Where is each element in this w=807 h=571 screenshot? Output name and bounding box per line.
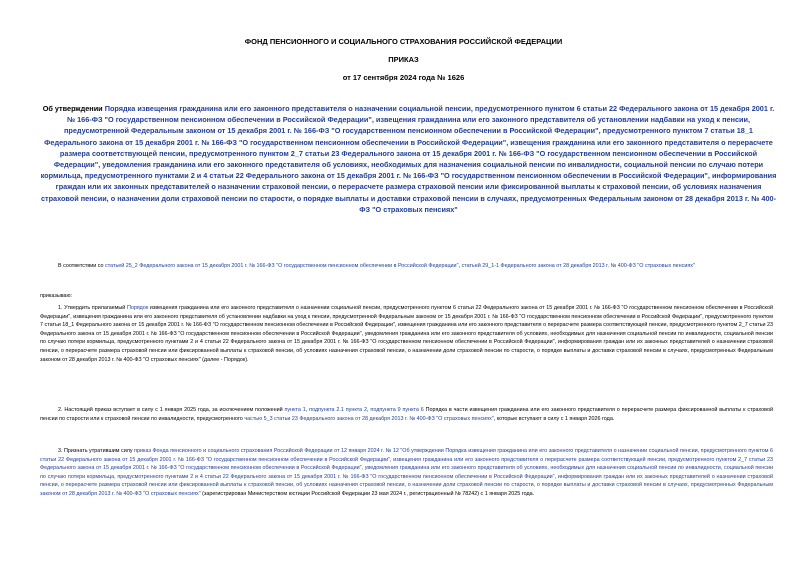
item1-link-order[interactable]: Порядок bbox=[126, 305, 149, 311]
preamble-text-2: , bbox=[458, 263, 462, 269]
preamble-link-article-29-1-1[interactable]: статьей 29_1-1 Федерального закона от 28 декабря 2013 г. № 400-ФЗ "О страховых пенсиях" bbox=[461, 263, 695, 269]
preamble-text-1: В соответствии со bbox=[58, 263, 106, 269]
item2-link-point-1[interactable]: пункта 1 bbox=[284, 407, 306, 413]
document-title bbox=[40, 103, 777, 215]
title-prefix: Об утверждении bbox=[42, 104, 105, 113]
item2-text-2: , bbox=[305, 407, 310, 413]
item2-text-3: , bbox=[367, 407, 371, 413]
document-date-number: от 17 сентября 2024 года № 1626 bbox=[342, 73, 465, 82]
item3-link-repealed-order[interactable]: приказ Фонда пенсионного и социального страхования Российской Федерации от 12 января 2024 г. № 12 "Об утверждении Порядка извещения гражданина или его законного представителя о назначении социальной пенсии, предусмотренного пунктом 6 статьи 22 Федерального закона от 15 декабря 2001 г. № 166-ФЗ "О государственном пенсионном обеспечении в Российской Федерации", извещения гражданина или его законного представителя о перерасчете размера соответствующей пенсии, предусмотренного пунктом 2_7 статьи 23 Федерального закона от 15 декабря 2001 г. № 166-ФЗ "О государственном пенсионном обеспечении в Российской Федерации", уведомления гражданина или его законного представителя об условиях, необходимых для назначения социальной пенсии по инвалидности, социальной пенсии по случаю потери кормильца, предусмотренного пунктами 2 и 4 статьи 22 Федерального закона от 15 декабря 2001 г. № 166-ФЗ "О государственном пенсионном обеспечении в Российской Федерации", информирования граждан или их законных представителей о назначении страховой пенсии, о перерасчете размера страховой пенсии или фиксированной выплаты к страховой пенсии, об условиях назначения страховой пенсии, о назначении доли страховой пенсии по старости, о порядке выплаты и доставки страховой пенсии в случаях, предусмотренных Федеральным законом от 28 декабря 2013 г. № 400-ФЗ "О страховых пенсиях" bbox=[40, 448, 773, 497]
item-2 bbox=[40, 406, 773, 423]
item1-text-2: извещения гражданина или его законного представителя о назначении социальной пенсии, предусмотренного пунктом 6 статьи 22 Федерального закона от 15 декабря 2001 г. № 166-ФЗ "О государственном пенсионном обеспечении в Российской Федерации", извещения гражданина или его законного представителя об установлении надбавки на уход к пенсии, предусмотренной Федеральным законом от 15 декабря 2001 г. № 166-ФЗ "О государственном пенсионном обеспечении в Российской Федерации", предусмотренного пунктом 7 статьи 18_1 Федерального закона от 15 декабря 2001 г. № 166-ФЗ "О государственном пенсионном обеспечении в Российской Федерации", извещения гражданина или его законного представителя о перерасчете размера соответствующей пенсии, предусмотренного пунктом 2_7 статьи 23 Федерального закона от 15 декабря 2001 г. № 166-ФЗ "О государственном пенсионном обеспечении в Российской Федерации", уведомления гражданина или его законного представителя об условиях, необходимых для назначения социальной пенсии по инвалидности, социальной пенсии по случаю потери кормильца, предусмотренного пунктами 2 и 4 статьи 22 Федерального закона от 15 декабря 2001 г. № 166-ФЗ "О государственном пенсионном обеспечении в Российской Федерации", информирования граждан или их законных представителей о назначении страховой пенсии, о перерасчете размера страховой пенсии или фиксированной выплаты к страховой пенсии, об условиях назначения страховой пенсии, о назначении доли страховой пенсии по старости, о порядке выплаты и доставки страховой пенсии в случаях, предусмотренных Федеральным законом от 28 декабря 2013 г. № 400-ФЗ "О страховых пенсиях" (далее - Порядок). bbox=[40, 305, 774, 363]
item-3 bbox=[40, 447, 773, 499]
order-word: приказываю: bbox=[40, 293, 73, 299]
document-type: ПРИКАЗ bbox=[388, 55, 419, 64]
item-1 bbox=[40, 304, 773, 364]
org-name: ФОНД ПЕНСИОННОГО И СОЦИАЛЬНОГО СТРАХОВАНИЯ РОССИЙСКОЙ ФЕДЕРАЦИИ bbox=[244, 37, 563, 46]
item1-text-1: 1. Утвердить прилагаемый bbox=[58, 305, 127, 311]
item3-text-1: 3. Признать утратившим силу bbox=[58, 448, 135, 454]
item2-text-4: Порядка в части извещения гражданина или его законного представителя о перерасчете размера фиксированной выплаты к страховой пенсии по старости или к страховой пенсии по инвалидности, предусмотренного bbox=[40, 407, 773, 422]
item2-link-subpoint-2-1[interactable]: подпункта 2.1 пункта 2 bbox=[309, 407, 368, 413]
item2-text-1: 2. Настоящий приказ вступает в силу с 1 января 2025 года, за исключением положений bbox=[58, 407, 285, 413]
preamble bbox=[40, 262, 773, 271]
item3-text-2: (зарегистрирован Министерством юстиции Российской Федерации 23 мая 2024 г., регистрационный № 78242) с 1 января 2025 года. bbox=[200, 490, 535, 497]
preamble-link-article-25-2[interactable]: статьей 25_2 Федерального закона от 15 декабря 2001 г. № 166-ФЗ "О государственном пенсионном обеспечении в Российской Федерации" bbox=[105, 263, 459, 269]
item2-link-part-5-3[interactable]: частью 5_3 статьи 23 Федерального закона от 28 декабря 2013 г. № 400-ФЗ "О страховых пенсиях" bbox=[244, 415, 494, 422]
item2-link-subpoint-9[interactable]: подпункта 9 пункта 6 bbox=[370, 407, 424, 413]
item2-text-5: , которые вступают в силу с 1 января 2026 года. bbox=[493, 415, 615, 422]
title-order-link[interactable]: Порядка извещения гражданина или его законного представителя о назначении социальной пенсии, предусмотренного пунктом 6 статьи 22 Федерального закона от 15 декабря 2001 г. № 166-ФЗ "О государственном пенсионном обеспечении в Российской Федерации", извещения гражданина или его законного представителя об установлении надбавки на уход к пенсии, предусмотренной Федеральным законом от 15 декабря 2001 г. № 166-ФЗ "О государственном пенсионном обеспечении в Российской Федерации", предусмотренного пунктом 7 статьи 18_1 Федерального закона от 15 декабря 2001 г. № 166-ФЗ "О государственном пенсионном обеспечении в Российской Федерации", извещения гражданина или его законного представителя о перерасчете размера соответствующей пенсии, предусмотренного пунктом 2_7 статьи 23 Федерального закона от 15 декабря 2001 г. № 166-ФЗ "О государственном пенсионном обеспечении в Российской Федерации", уведомления гражданина или его законного представителя об условиях, необходимых для назначения социальной пенсии по инвалидности, социальной пенсии по случаю потери кормильца, предусмотренного пунктами 2 и 4 статьи 22 Федерального закона от 15 декабря 2001 г. № 166-ФЗ "О государственном пенсионном обеспечении в Российской Федерации", информирования граждан или их законных представителей о назначении страховой пенсии, о перерасчете размера страховой пенсии или фиксированной выплаты к страховой пенсии, об условиях назначения страховой пенсии, о назначении доли страховой пенсии по старости, о порядке выплаты и доставки страховой пенсии в случаях, предусмотренных Федеральным законом от 28 декабря 2013 г. № 400-ФЗ "О страховых пенсиях" bbox=[40, 104, 777, 214]
